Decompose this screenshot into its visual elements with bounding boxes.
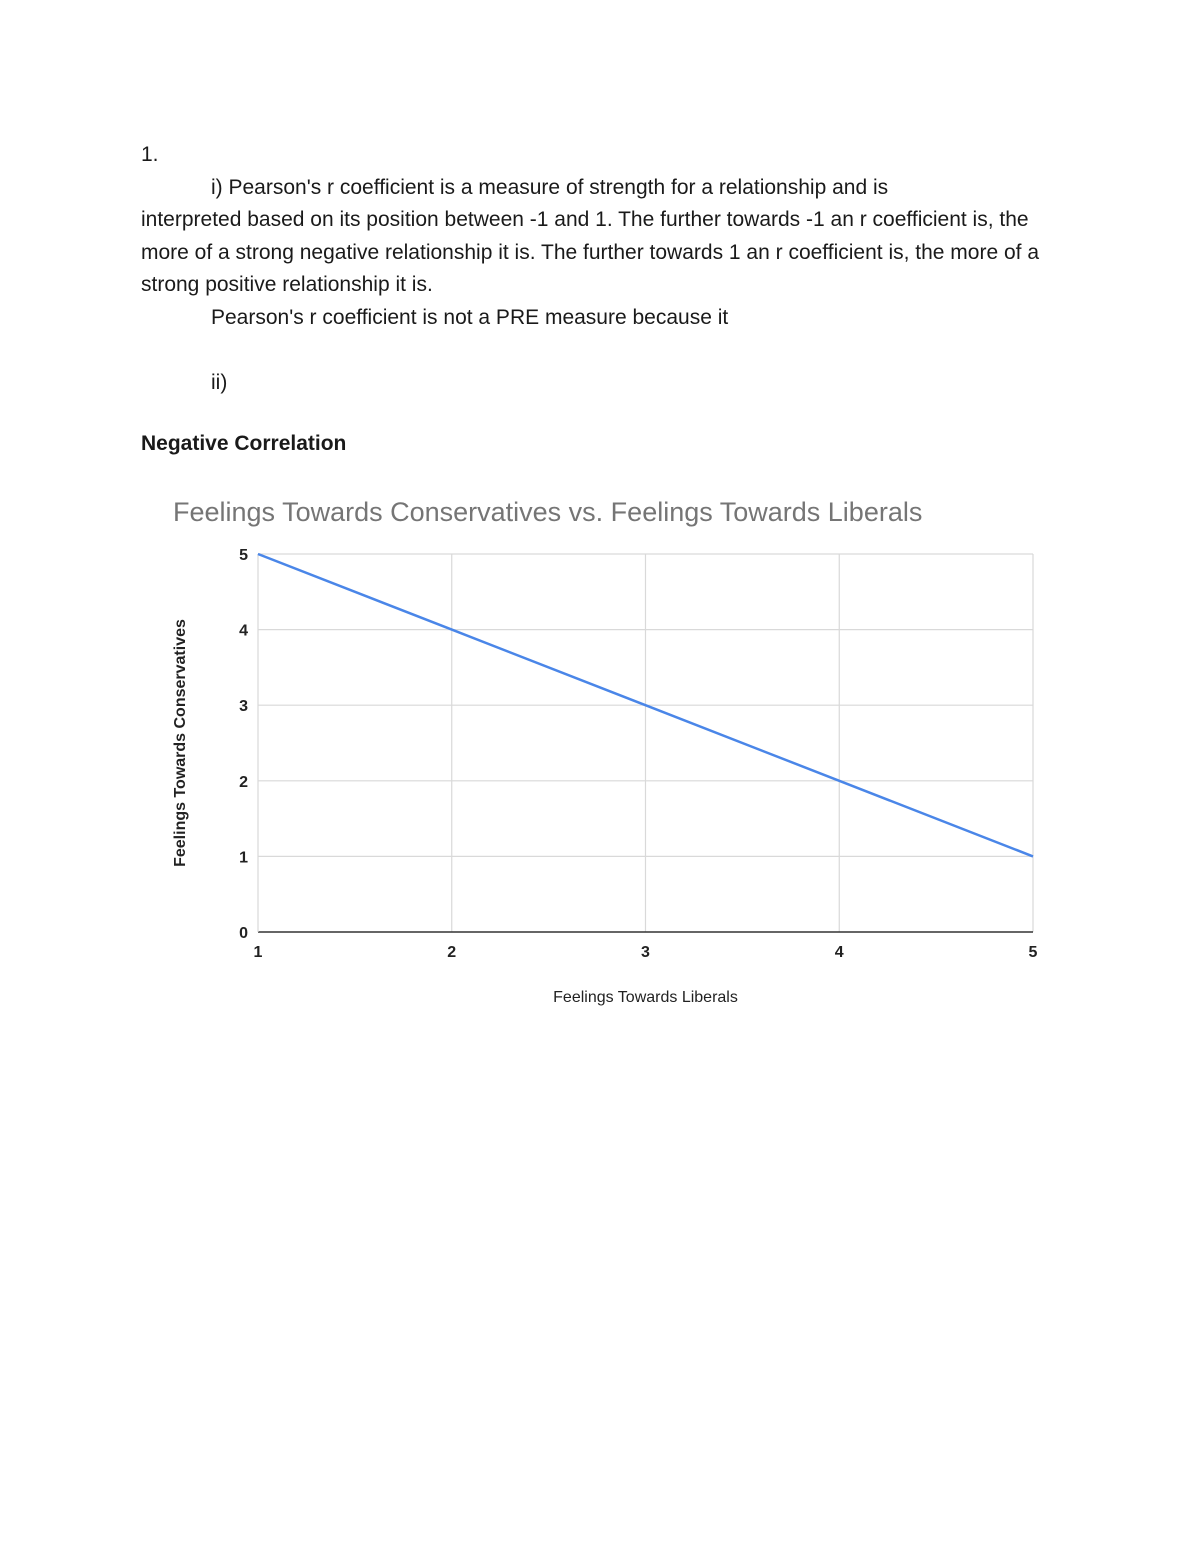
- chart-title: Feelings Towards Conservatives vs. Feelings Towards Liberals: [173, 497, 923, 527]
- x-tick-label: 1: [253, 944, 263, 961]
- question-number: 1.: [141, 143, 159, 166]
- line-chart: [150, 486, 1050, 1016]
- y-tick-label: 1: [239, 849, 248, 867]
- y-tick-label: 2: [239, 773, 248, 791]
- x-tick-label: 4: [834, 944, 844, 961]
- y-axis-label: Feelings Towards Conservatives: [172, 619, 189, 867]
- section-heading: Negative Correlation: [141, 432, 347, 455]
- grid-lines: [258, 554, 1033, 932]
- x-tick-label: 5: [1028, 944, 1038, 961]
- blank-line: [141, 334, 1061, 367]
- tick-labels: [239, 547, 1037, 961]
- y-tick-label: 4: [239, 622, 248, 640]
- x-tick-label: 2: [447, 944, 457, 961]
- x-axis-label: Feelings Towards Liberals: [553, 989, 738, 1006]
- paragraph-i-continuation: interpreted based on its position between -1 and 1. The further towards -1 an r coefficient is, the more of a strong negative relationship it is. The further towards 1 an r coefficient is, the more of a strong positive relationship it is.: [141, 208, 1040, 296]
- x-tick-label: 3: [641, 944, 650, 961]
- y-tick-label: 3: [239, 698, 248, 716]
- paragraph-i-first-line: i) Pearson's r coefficient is a measure of strength for a relationship and is: [211, 175, 889, 199]
- answer-text: [141, 139, 1061, 399]
- y-tick-label: 5: [239, 547, 248, 564]
- item-ii-label: ii): [211, 370, 228, 394]
- pre-measure-sentence: Pearson's r coefficient is not a PRE measure because it: [211, 305, 729, 329]
- y-tick-label: 0: [239, 925, 248, 942]
